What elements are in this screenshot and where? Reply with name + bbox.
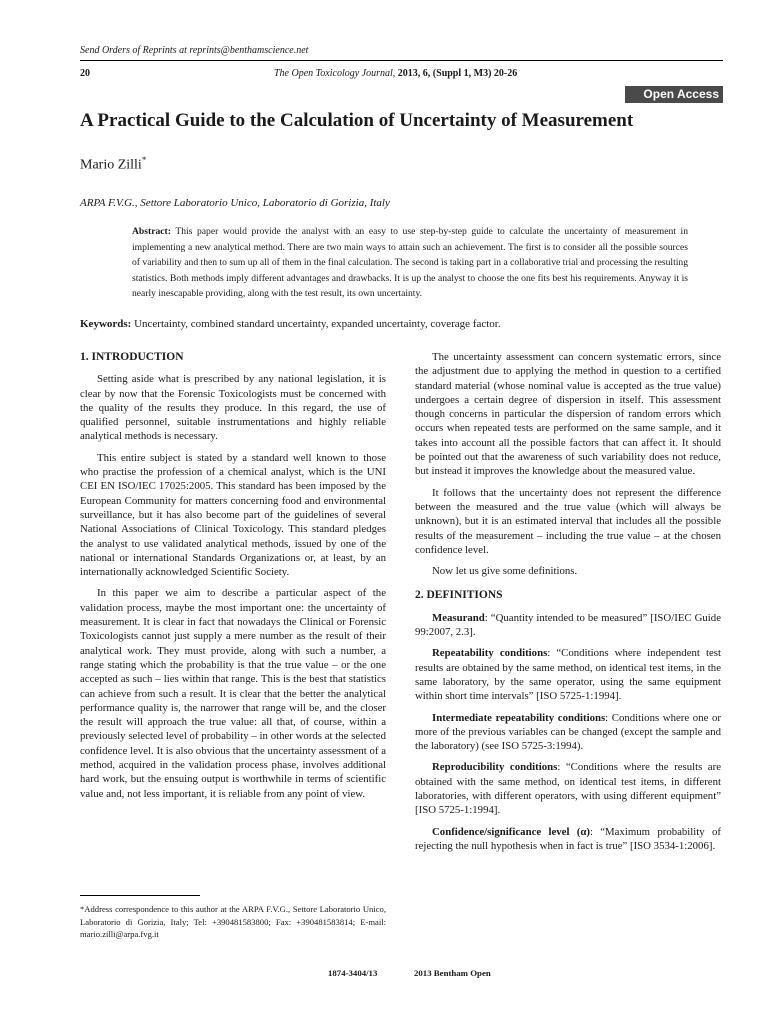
- section-heading-introduction: 1. INTRODUCTION: [80, 351, 184, 363]
- paragraph: It follows that the uncertainty does not represent the difference between the measured and the true value (which will always be unknown), but it is an estimated interval that includes all the possible results of the measurement – including the true value – at the chosen confidence level.: [415, 486, 721, 556]
- definition-repeatability: [415, 646, 721, 703]
- journal-details: 2013, 6, (Suppl 1, M3) 20-26: [395, 68, 518, 79]
- keywords: [80, 318, 723, 330]
- footnote-rule: [80, 895, 200, 896]
- footer-issn: 1874-3404/13: [328, 968, 378, 978]
- author-name: Mario Zilli: [80, 157, 142, 173]
- definition-intermediate-repeatability: [415, 711, 721, 754]
- correspondence-footnote: *Address correspondence to this author at the ARPA F.V.G., Settore Laboratorio Unico, Laboratorio di Gorizia, Italy; Tel: +390481583800; Fax: +390481583814; E-mail: mario.zilli@arpa.fvg.it: [80, 904, 386, 939]
- definition-text: : “Conditions where the results are obtained with the same method, on identical test items, in different laboratories, with different operators, with using different equipment” [ISO 5725-1:1994].: [415, 761, 721, 817]
- definition-text: : “Maximum probability of rejecting the null hypothesis when in fact is true” [ISO 3534-1:2006].: [415, 825, 721, 852]
- definition-measurand: [415, 611, 721, 640]
- right-column: [415, 350, 721, 860]
- section-heading-definitions: 2. DEFINITIONS: [415, 589, 503, 602]
- definition-text: : “Quantity intended to be measured” [ISO/IEC Guide 99:2007, 2.3].: [415, 611, 721, 639]
- definition-text: : Conditions where one or more of the previous variables can be changed (except the sample and the laboratory) (see ISO 5725-3:1994).: [415, 711, 721, 753]
- paragraph: The uncertainty assessment can concern systematic errors, since the adjustment due to applying the method in question to a certified standard material (whose nominal value is accepted as the true value) undergoes a certain degree of dispersion in itself. This assessment though concerns in particular the dispersion of random errors which occurs when repeated tests are performed on the same sample, and it takes into account all the possible factors that can affect it. It should be pointed out that the awareness of such variability does not reduce, but instead it improves the knowledge about the measured value.: [415, 351, 721, 478]
- article-title: A Practical Guide to the Calculation of Uncertainty of Measurement: [80, 110, 634, 131]
- paragraph: Setting aside what is prescribed by any national legislation, it is clear by now that the Forensic Toxicologists must be concerned with the quality of the results they produce. In this regard, the use of qualified personnel, suitable instrumentations and highly reliable analytical methods is necessary.: [80, 373, 386, 443]
- open-access-badge: Open Access: [625, 86, 723, 103]
- reprint-notice: Send Orders of Reprints at reprints@benthamscience.net: [80, 45, 309, 56]
- definition-reproducibility: [415, 760, 721, 817]
- affiliation: ARPA F.V.G., Settore Laboratorio Unico, Laboratorio di Gorizia, Italy: [80, 197, 390, 209]
- paragraph: In this paper we aim to describe a particular aspect of the validation process, maybe the most important one: the uncertainty of measurement. It is clear in fact that nowadays the Clinical or Forensic Toxicologists cannot just supply a mere number as the result of their analytical work. They must provide, along with such a number, a range stating which the probability is that the true value – or the one accepted as such – lies within that range. This is the best that statistics can achieve from such a result. It is clear that the better the analytical performance quality is, the narrower that range will be, and the closer the result will approach the true value: all that, of course, within a previously selected level of probability – in other words at the selected confidence level. It is also obvious that the uncertainty assessment of a method, acquired in the validation process phase, involves additional hard work, but the ensuing output is worthwhile in terms of scientific value and, not less important, it is reliable from any point of view.: [80, 587, 386, 800]
- keywords-text: Uncertainty, combined standard uncertainty, expanded uncertainty, coverage factor.: [131, 318, 501, 330]
- abstract-label: Abstract:: [132, 226, 171, 237]
- definition-confidence-level: [415, 825, 721, 854]
- definition-text: : “Conditions where independent test results are obtained by the same method, on identical test items, in the same laboratory, by the same operator, using the same equipment within short time intervals” [ISO 5725-1:1994].: [415, 647, 721, 703]
- page-number: 20: [80, 68, 90, 79]
- header-rule: [80, 60, 723, 61]
- journal-citation: [274, 68, 517, 79]
- abstract-text: This paper would provide the analyst with an easy to use step-by-step guide to calculate the uncertainty of measurement in implementing a new analytical method. There are two main ways to attain such an achievement. The first is to consider all the possible sources of variability and then to sum up all of them in the final calculation. The second is taking part in a collaborative trial and processing the resulting statistics. Both methods imply different advantages and drawbacks. It is up the analyst to choose the one fits best his requirements. Anyway it is nearly inescapable providing, along with the test result, its own uncertainty.: [132, 226, 688, 299]
- definition-term: Measurand: [432, 611, 485, 624]
- paragraph: This entire subject is stated by a standard well known to those who practise the profession of a chemical analyst, which is the UNI CEI EN ISO/IEC 17025:2005. This standard has been imposed by the European Community for matters concerning food and environmental surveillance, but it has also become part of the guidelines of several National Associations of Clinical Toxicology. This standard pledges the analyst to use validated analytical methods, issued by one of the national or international Standards Organizations or, at least, by an internationally acknowledged Scientific Society.: [80, 451, 386, 579]
- left-column: [80, 350, 386, 808]
- footer-publisher: 2013 Bentham Open: [414, 968, 491, 978]
- paragraph: Now let us give some definitions.: [432, 565, 578, 578]
- definition-term: Repeatability conditions: [432, 647, 548, 660]
- abstract: [132, 224, 688, 302]
- author-line: [80, 155, 146, 174]
- definition-term: Reproducibility conditions: [432, 761, 558, 774]
- keywords-label: Keywords:: [80, 318, 132, 330]
- journal-name: The Open Toxicology Journal,: [274, 68, 396, 79]
- author-mark: *: [141, 155, 147, 165]
- definition-term: Intermediate repeatability conditions: [432, 711, 606, 724]
- definition-term: Confidence/significance level (α): [432, 825, 590, 838]
